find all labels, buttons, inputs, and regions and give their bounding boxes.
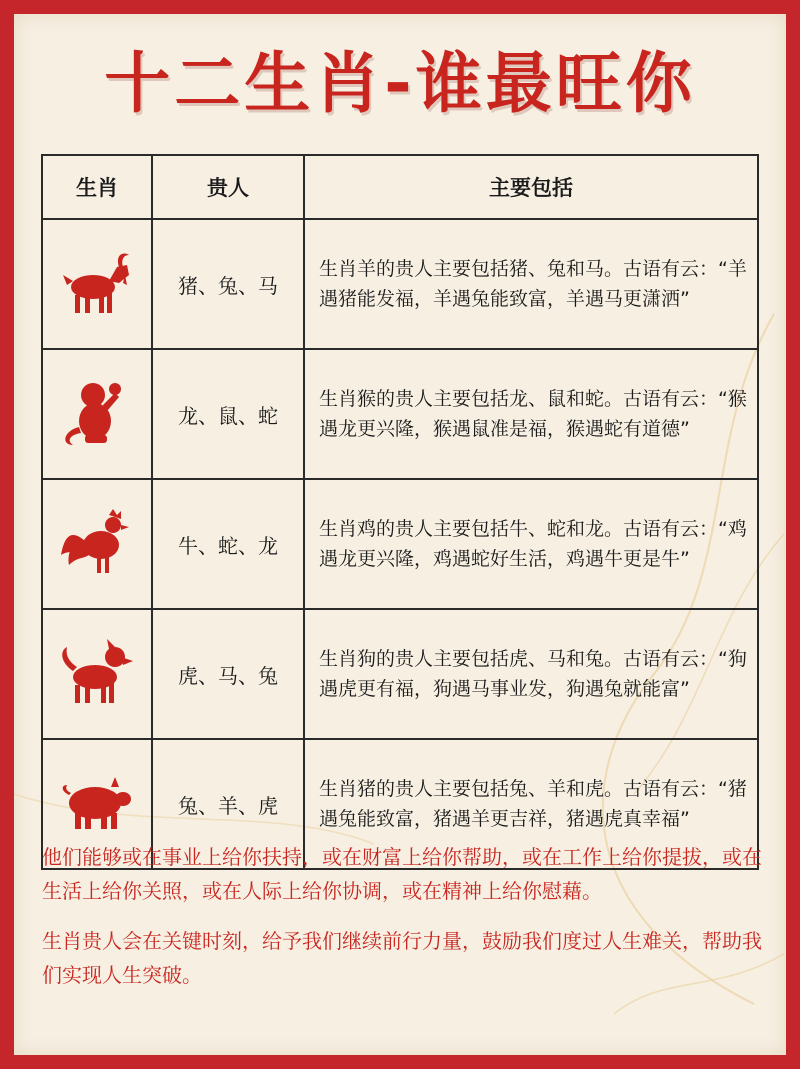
description-cell: 生肖鸡的贵人主要包括牛、蛇和龙。古语有云：“鸡遇龙更兴隆，鸡遇蛇好生活，鸡遇牛更是牛” <box>304 479 758 609</box>
description-cell: 生肖猴的贵人主要包括龙、鼠和蛇。古语有云：“猴遇龙更兴隆，猴遇鼠准是福，猴遇蛇有道德” <box>304 349 758 479</box>
page-title: 十二生肖-谁最旺你 <box>104 45 696 122</box>
guiren-cell: 兔、羊、虎 <box>152 739 304 869</box>
dog-icon <box>57 635 137 709</box>
description-cell: 生肖狗的贵人主要包括虎、马和兔。古语有云：“狗遇虎更有福，狗遇马事业发，狗遇兔就能富” <box>304 609 758 739</box>
table-row <box>42 219 758 349</box>
poster-page <box>14 14 786 1055</box>
rooster-icon <box>57 505 137 579</box>
paragraph-breakthrough: 生肖贵人会在关键时刻，给予我们继续前行力量，鼓励我们度过人生难关，帮助我们实现人生突破。 <box>42 929 762 987</box>
paragraph-support: 他们能够或在事业上给你扶持，或在财富上给你帮助，或在工作上给你提拔，或在生活上给你关照，或在人际上给你协调，或在精神上给你慰藉。 <box>42 845 762 903</box>
table-row <box>42 349 758 479</box>
animal-cell <box>42 349 152 479</box>
pig-icon <box>57 765 137 839</box>
monkey-icon <box>57 375 137 449</box>
animal-cell <box>42 609 152 739</box>
header-zodiac: 生肖 <box>42 155 152 219</box>
table-header-row <box>42 155 758 219</box>
animal-cell <box>42 479 152 609</box>
animal-cell <box>42 219 152 349</box>
header-includes: 主要包括 <box>304 155 758 219</box>
zodiac-table <box>41 154 759 870</box>
guiren-cell: 猪、兔、马 <box>152 219 304 349</box>
table-row <box>42 609 758 739</box>
description-cell: 生肖猪的贵人主要包括兔、羊和虎。古语有云：“猪遇兔能致富，猪遇羊更吉祥，猪遇虎真幸福” <box>304 739 758 869</box>
guiren-cell: 龙、鼠、蛇 <box>152 349 304 479</box>
guiren-cell: 牛、蛇、龙 <box>152 479 304 609</box>
description-cell: 生肖羊的贵人主要包括猪、兔和马。古语有云：“羊遇猪能发福，羊遇兔能致富，羊遇马更潇洒” <box>304 219 758 349</box>
header-guiren: 贵人 <box>152 155 304 219</box>
guiren-cell: 虎、马、兔 <box>152 609 304 739</box>
table-row <box>42 479 758 609</box>
goat-icon <box>57 245 137 319</box>
